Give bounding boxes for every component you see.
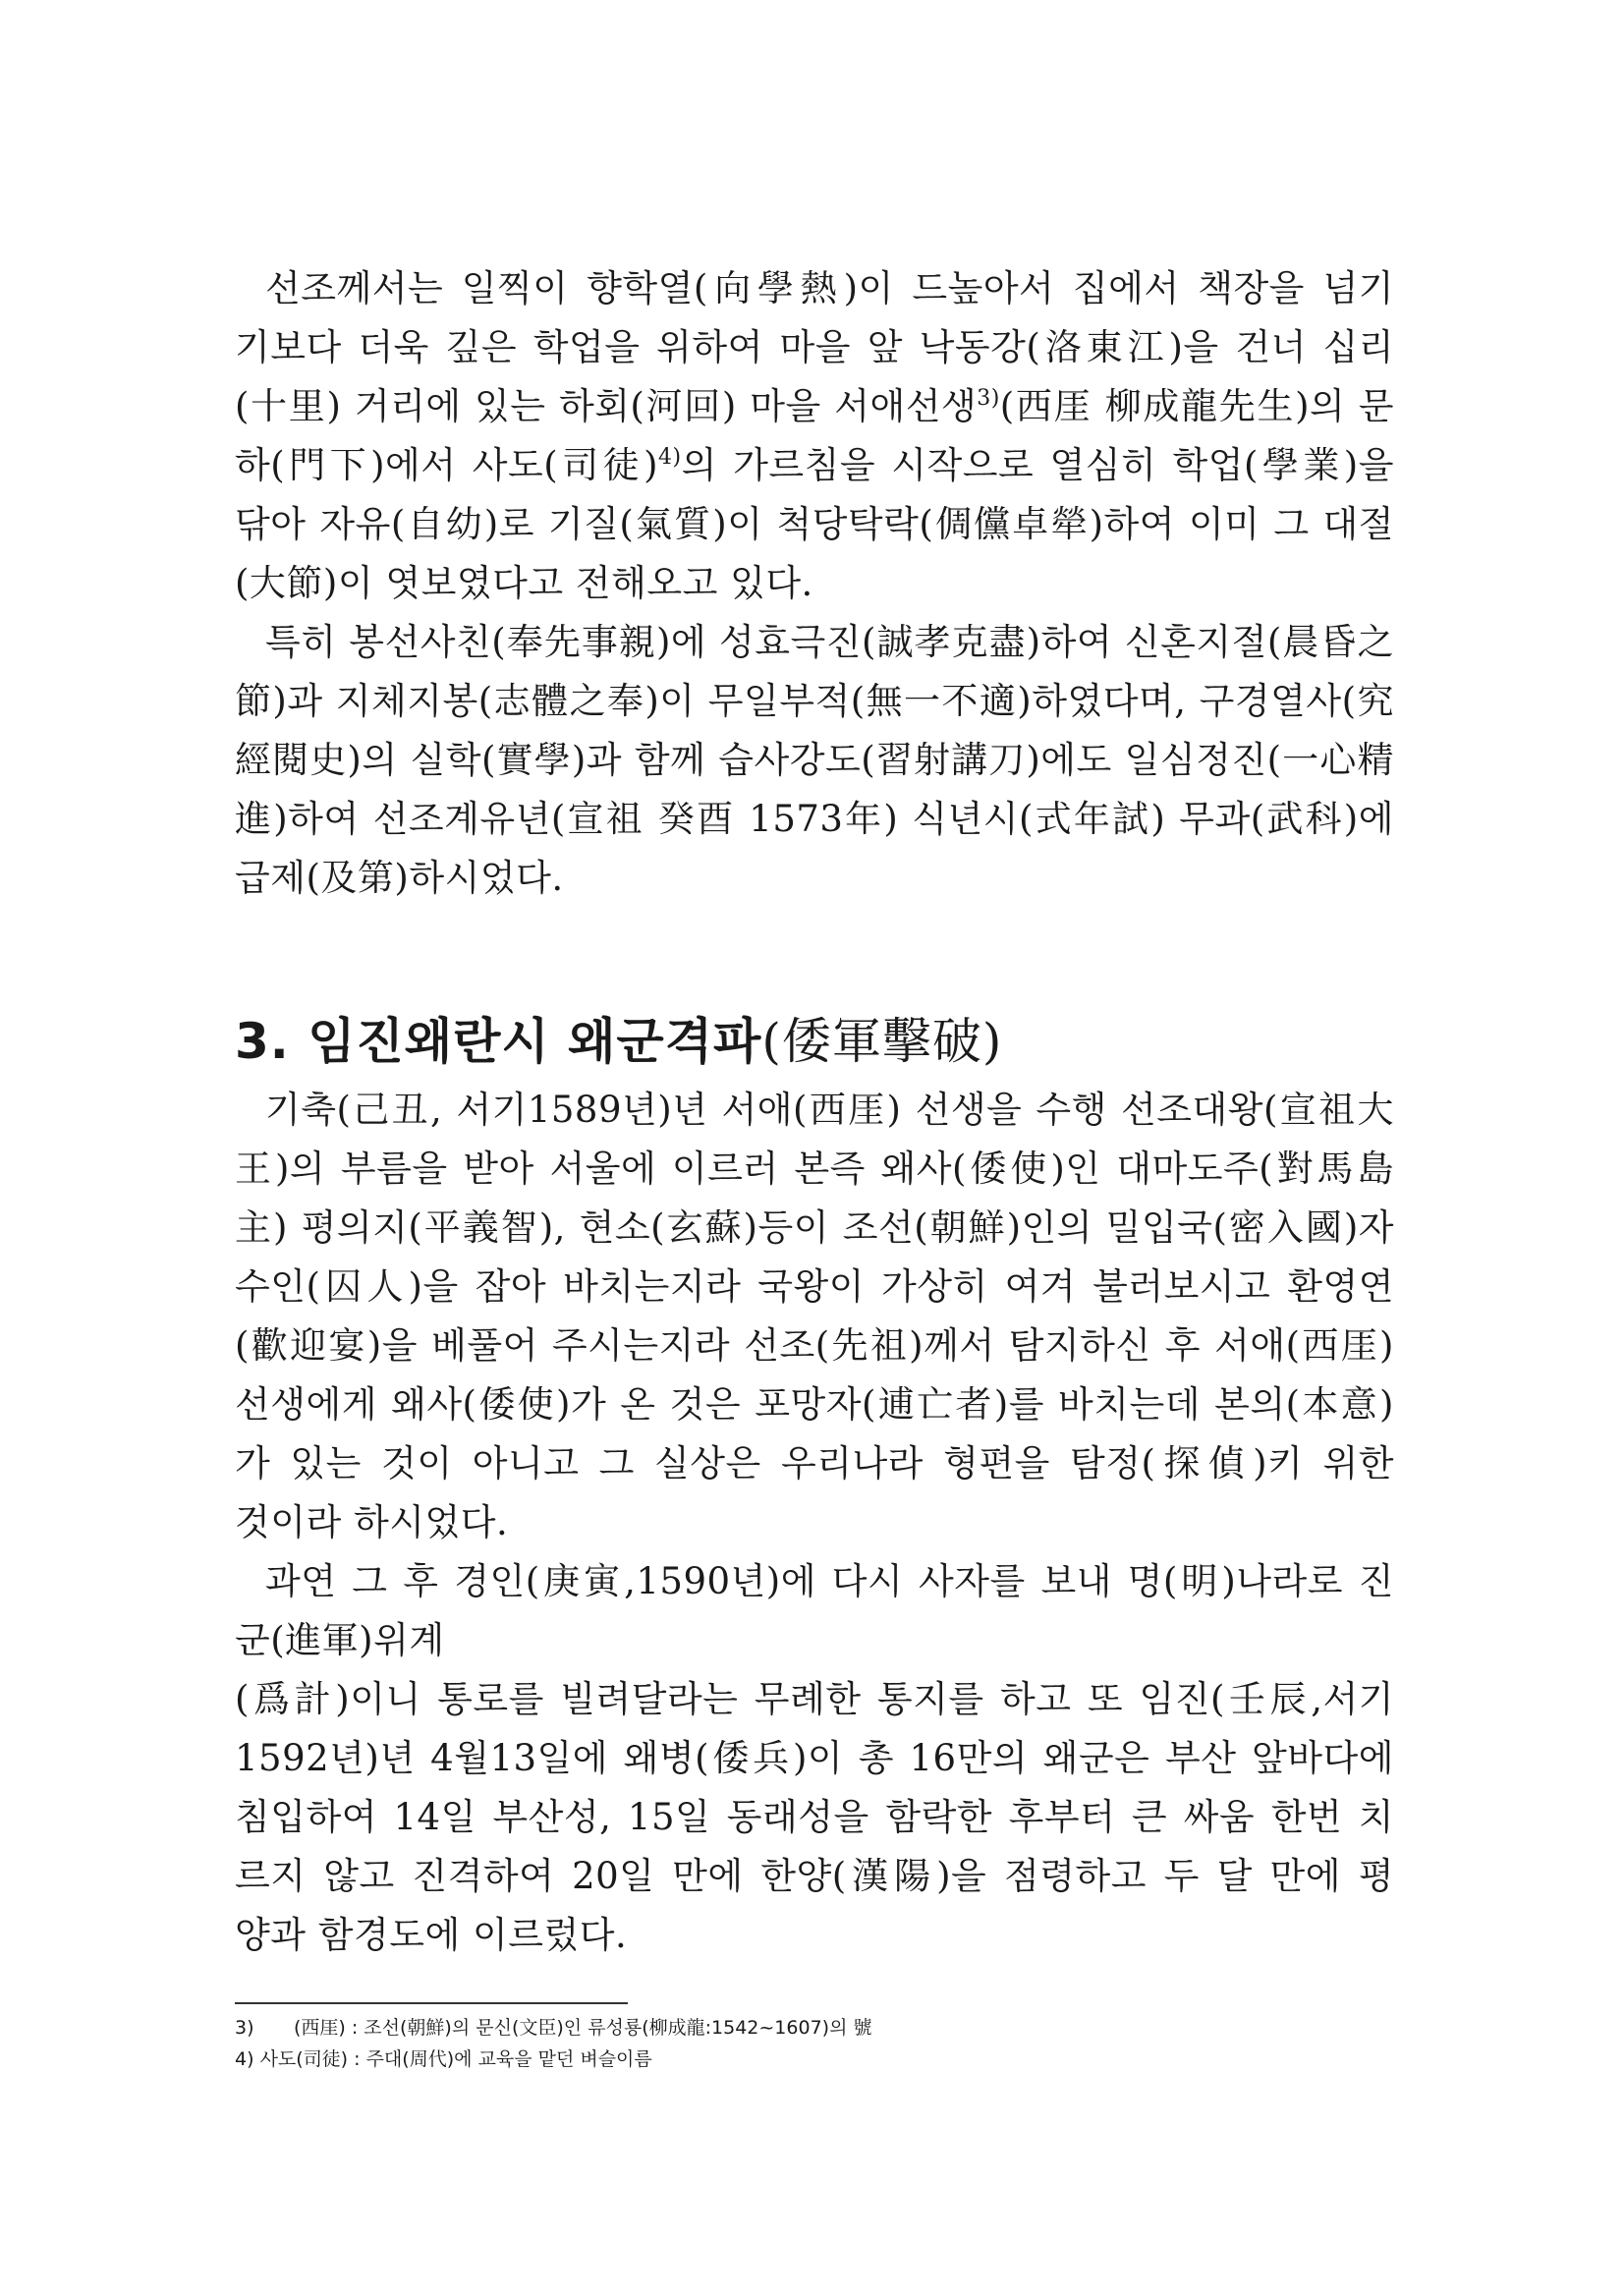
text-line: (爲計)이니 통로를 빌려달라는 무례한 통지를 하고 또 임진(壬辰,서기 [235, 1678, 1394, 1720]
text-line: 수인(囚人)을 잡아 바치는지라 국왕이 가상히 여겨 불러보시고 환영연 [235, 1265, 1394, 1308]
text-line: 가 있는 것이 아니고 그 실상은 우리나라 형편을 탐정(探偵)키 위한 [235, 1442, 1394, 1484]
section-heading [235, 1002, 1002, 1081]
text-line: 經閱史)의 실학(實學)과 함께 습사강도(習射講刀)에도 일심정진(一心精 [235, 739, 1394, 781]
footnote-number: 3) [235, 2017, 254, 2039]
text-line: 과연 그 후 경인(庚寅,1590년)에 다시 사자를 보내 명(明)나라로 진 [265, 1560, 1394, 1602]
heading-hanja: (倭軍擊破) [761, 1013, 1003, 1070]
text-line: 기보다 더욱 깊은 학업을 위하여 마을 앞 낙동강(洛東江)을 건너 십리 [235, 326, 1394, 368]
text-line: 특히 봉선사친(奉先事親)에 성효극진(誠孝克盡)하여 신혼지절(晨昏之 [265, 621, 1394, 663]
text-line: 기축(己丑, 서기1589년)년 서애(西厓) 선생을 수행 선조대왕(宣祖大 [265, 1089, 1394, 1131]
footnote-divider [235, 2002, 628, 2004]
text-line: 군(進軍)위계 [235, 1619, 445, 1661]
text-line: 進)하여 선조계유년(宣祖 癸酉 1573年) 식년시(式年試) 무과(武科)에 [235, 798, 1394, 840]
text-line: 양과 함경도에 이르렀다. [235, 1914, 628, 1956]
text-line: 節)과 지체지봉(志體之奉)이 무일부적(無一不適)하였다며, 구경열사(究 [235, 680, 1394, 722]
footnote [235, 2012, 871, 2044]
text-line: 선생에게 왜사(倭使)가 온 것은 포망자(逋亡者)를 바치는데 본의(本意) [235, 1383, 1394, 1426]
heading-title: 임진왜란시 왜군격파 [308, 1013, 762, 1070]
text-line: 主) 평의지(平義智), 현소(玄蘇)등이 조선(朝鮮)인의 밀입국(密入國)자 [235, 1206, 1394, 1249]
text-segment: (西厓 柳成龍先生)의 문 [999, 385, 1394, 427]
footnote-text: 사도(司徒) : 주대(周代)에 교육을 맡던 벼슬이름 [259, 2048, 652, 2070]
footnote-text: (西厓) : 조선(朝鮮)의 문신(文臣)인 류성룡(柳成龍:1542~1607)의 號 [294, 2017, 872, 2039]
text-line: (歡迎宴)을 베풀어 주시는지라 선조(先祖)께서 탐지하신 후 서애(西厓) [235, 1324, 1394, 1367]
footnote [235, 2044, 652, 2075]
footnote-ref[interactable]: 3) [977, 386, 1000, 411]
text-line [235, 437, 1394, 494]
text-line: 선조께서는 일찍이 향학열(向學熱)이 드높아서 집에서 책장을 넘기 [265, 267, 1394, 309]
text-line: (大節)이 엿보였다고 전해오고 있다. [235, 562, 813, 604]
text-line: 르지 않고 진격하여 20일 만에 한양(漢陽)을 점령하고 두 달 만에 평 [235, 1855, 1394, 1897]
text-segment: 하(門下)에서 사도(司徒) [235, 444, 659, 486]
text-line: 1592년)년 4월13일에 왜병(倭兵)이 총 16만의 왜군은 부산 앞바다에 [235, 1737, 1394, 1779]
text-line: 침입하여 14일 부산성, 15일 동래성을 함락한 후부터 큰 싸움 한번 치 [235, 1796, 1394, 1838]
text-line [235, 378, 1394, 435]
text-line: 王)의 부름을 받아 서울에 이르러 본즉 왜사(倭使)인 대마도주(對馬島 [235, 1148, 1394, 1190]
text-line: 닦아 자유(自幼)로 기질(氣質)이 척당탁락(倜儻卓犖)하여 이미 그 대절 [235, 503, 1394, 545]
text-line: 급제(及第)하시었다. [235, 857, 564, 899]
text-segment: (十里) 거리에 있는 하회(河回) 마을 서애선생 [235, 385, 978, 427]
text-line: 것이라 하시었다. [235, 1501, 509, 1543]
heading-number: 3. [235, 1013, 290, 1070]
footnote-number: 4) [235, 2048, 254, 2070]
footnote-ref[interactable]: 4) [658, 445, 682, 470]
text-segment: 의 가르침을 시작으로 열심히 학업(學業)을 [681, 444, 1394, 486]
